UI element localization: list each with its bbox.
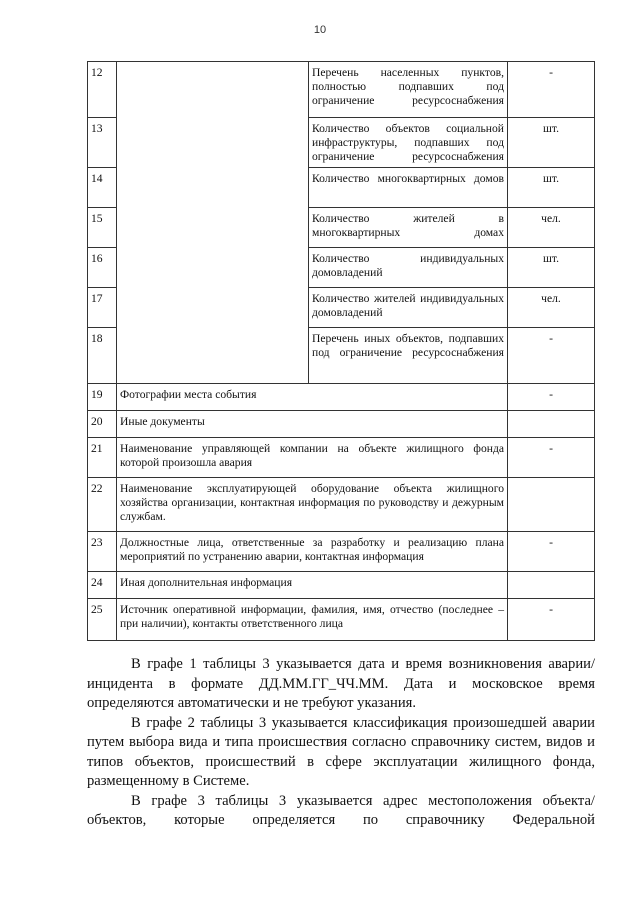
paragraph: В графе 1 таблицы 3 указывается дата и время возникновения аварии/инцидента в формате ДД.ММ.ГГ_ЧЧ.ММ. Дата и московское время определяются автоматически и не требуют указания. (87, 656, 595, 711)
body-text (87, 655, 595, 831)
row-number: 16 (88, 248, 117, 288)
page-number: 10 (313, 24, 327, 36)
row-unit: - (508, 328, 595, 384)
data-table (87, 61, 595, 641)
row-text: Фотографии места события (117, 384, 508, 411)
row-text: Наименование эксплуатирующей оборудование объекта жилищного хозяйства организации, контактная информация по руководству и дежурным службам. (117, 478, 508, 532)
row-unit (508, 478, 595, 532)
row-unit: - (508, 384, 595, 411)
row-unit: - (508, 599, 595, 641)
row-number: 13 (88, 118, 117, 168)
row-number: 17 (88, 288, 117, 328)
row-text: Количество жителей в многоквартирных домах (309, 208, 508, 248)
row-number: 22 (88, 478, 117, 532)
row-text: Иные документы (117, 411, 508, 438)
row-number: 18 (88, 328, 117, 384)
row-unit: чел. (508, 288, 595, 328)
row-number: 14 (88, 168, 117, 208)
row-number: 23 (88, 532, 117, 572)
row-number: 25 (88, 599, 117, 641)
table-row (88, 438, 595, 478)
row-unit: шт. (508, 118, 595, 168)
row-unit: - (508, 438, 595, 478)
row-number: 12 (88, 62, 117, 118)
row-unit: чел. (508, 208, 595, 248)
row-text: Перечень иных объектов, подпавших под ограничение ресурсоснабжения (309, 328, 508, 384)
row-text: Количество многоквартирных домов (309, 168, 508, 208)
row-number: 24 (88, 572, 117, 599)
row-unit: шт. (508, 168, 595, 208)
row-text: Иная дополнительная информация (117, 572, 508, 599)
row-unit (508, 411, 595, 438)
row-text: Количество объектов социальной инфраструктуры, подпавших под ограничение ресурсоснабжения (309, 118, 508, 168)
row-unit: - (508, 62, 595, 118)
row-text: Количество индивидуальных домовладений (309, 248, 508, 288)
row-text: Наименование управляющей компании на объекте жилищного фонда которой произошла авария (117, 438, 508, 478)
table-row (88, 478, 595, 532)
table-row (88, 411, 595, 438)
row-text: Должностные лица, ответственные за разработку и реализацию плана мероприятий по устранению аварии, контактная информация (117, 532, 508, 572)
table-row (88, 599, 595, 641)
merged-empty-cell (117, 62, 309, 384)
row-number: 15 (88, 208, 117, 248)
row-number: 20 (88, 411, 117, 438)
row-number: 21 (88, 438, 117, 478)
row-text: Количество жителей индивидуальных домовладений (309, 288, 508, 328)
row-unit (508, 572, 595, 599)
table-row (88, 384, 595, 411)
row-unit: шт. (508, 248, 595, 288)
table-row (88, 572, 595, 599)
row-number: 19 (88, 384, 117, 411)
row-text: Перечень населенных пунктов, полностью подпавших под ограничение ресурсоснабжения (309, 62, 508, 118)
table-row (88, 62, 595, 118)
table-row (88, 532, 595, 572)
row-text: Источник оперативной информации, фамилия, имя, отчество (последнее – при наличии), контакты ответственного лица (117, 599, 508, 641)
paragraph: В графе 2 таблицы 3 указывается классификация произошедшей аварии путем выбора вида и типа происшествия согласно справочнику систем, видов и типов объектов, происшествий в сфере эксплуатации жилищного фонда, размещенному в Системе. (87, 714, 595, 789)
row-unit: - (508, 532, 595, 572)
paragraph: В графе 3 таблицы 3 указывается адрес местоположения объекта/объектов, которые определяется по справочнику Федеральной (87, 792, 595, 828)
